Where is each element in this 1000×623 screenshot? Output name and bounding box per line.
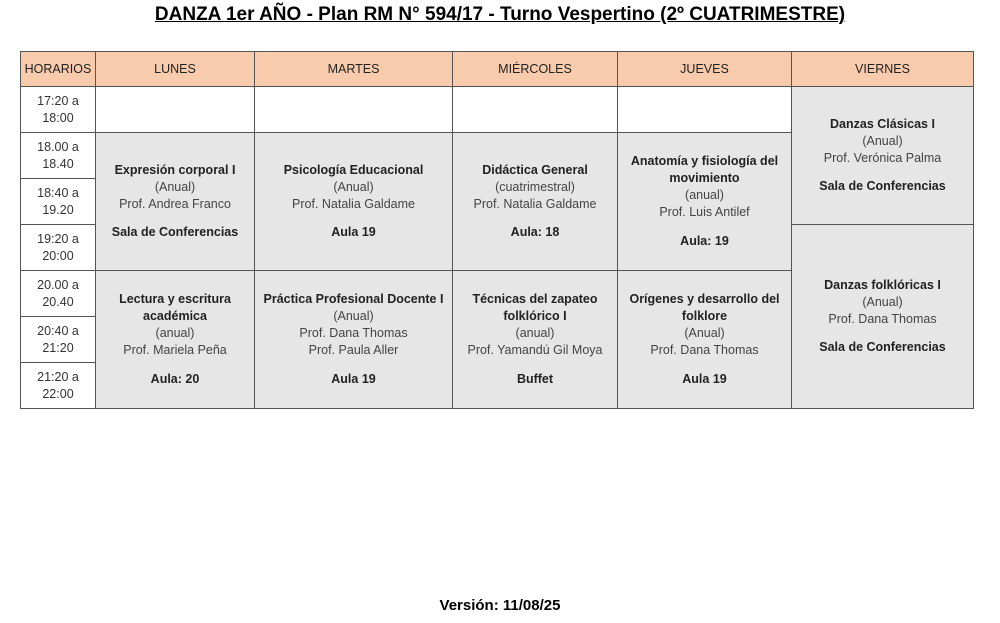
hour-cell: 20.00 a 20.40 bbox=[21, 271, 96, 317]
subject-name: Técnicas del zapateo folklórico I bbox=[472, 292, 598, 324]
empty-cell bbox=[618, 87, 792, 133]
class-cell-jueves-2 bbox=[618, 271, 792, 409]
room-label: Aula 19 bbox=[331, 371, 376, 386]
hour-cell: 19:20 a 20:00 bbox=[21, 225, 96, 271]
header-row bbox=[21, 52, 974, 87]
header-jueves: JUEVES bbox=[618, 52, 792, 87]
subject-mode: (Anual) bbox=[154, 179, 196, 194]
class-cell-jueves-1 bbox=[618, 133, 792, 271]
room-label: Buffet bbox=[516, 371, 554, 386]
class-cell-viernes-clasicas bbox=[792, 87, 974, 225]
professor-name: Prof. Dana Thomas bbox=[650, 342, 759, 357]
professor-name: Prof. Luis Antilef bbox=[659, 204, 750, 219]
subject-name: Expresión corporal I bbox=[114, 162, 236, 177]
header-lunes: LUNES bbox=[96, 52, 255, 87]
subject-name: Danzas folklóricas I bbox=[824, 277, 941, 292]
class-cell-miercoles-2 bbox=[453, 271, 618, 409]
version-label: Versión: 11/08/25 bbox=[439, 597, 561, 614]
subject-mode: (Anual) bbox=[333, 309, 374, 324]
room-label: Aula: 18 bbox=[510, 225, 560, 240]
room-label: Sala de Conferencias bbox=[111, 225, 239, 240]
hour-cell: 20:40 a 21:20 bbox=[21, 317, 96, 363]
hour-cell: 18:40 a 19.20 bbox=[21, 179, 96, 225]
empty-cell bbox=[96, 87, 255, 133]
room-label: Aula: 19 bbox=[680, 233, 729, 248]
room-label: Aula: 20 bbox=[150, 371, 200, 386]
subject-mode: (Anual) bbox=[862, 133, 903, 148]
subject-mode: (anual) bbox=[155, 326, 195, 341]
header-miercoles: MIÉRCOLES bbox=[453, 52, 618, 87]
hour-cell: 17:20 a 18:00 bbox=[21, 87, 96, 133]
page-title: DANZA 1er AÑO - Plan RM N° 594/17 - Turno Vespertino (2º CUATRIMESTRE) bbox=[154, 4, 846, 25]
room-label: Aula 19 bbox=[331, 225, 376, 240]
professor-name: Prof. Dana Thomas bbox=[828, 311, 937, 326]
professor-name-2: Prof. Paula Aller bbox=[308, 342, 399, 357]
class-cell-miercoles-1 bbox=[453, 133, 618, 271]
empty-cell bbox=[453, 87, 618, 133]
subject-name: Anatomía y fisiología del movimiento bbox=[630, 154, 779, 186]
table-row bbox=[21, 87, 974, 133]
room-label: Sala de Conferencias bbox=[819, 340, 946, 355]
class-cell-martes-1 bbox=[255, 133, 453, 271]
professor-name: Prof. Dana Thomas bbox=[299, 326, 408, 341]
header-viernes: VIERNES bbox=[792, 52, 974, 87]
class-cell-martes-2 bbox=[255, 271, 453, 409]
class-cell-viernes-folkloricas bbox=[792, 225, 974, 409]
professor-name: Prof. Natalia Galdame bbox=[292, 196, 415, 211]
subject-mode: (Anual) bbox=[333, 179, 374, 194]
class-cell-lunes-1 bbox=[96, 133, 255, 271]
schedule-table bbox=[20, 51, 974, 409]
subject-name: Psicología Educacional bbox=[283, 162, 424, 177]
subject-name: Práctica Profesional Docente I bbox=[263, 292, 444, 307]
hour-cell: 18.00 a 18.40 bbox=[21, 133, 96, 179]
subject-name: Didáctica General bbox=[482, 162, 588, 177]
subject-mode: (Anual) bbox=[862, 294, 903, 309]
subject-name: Lectura y escritura académica bbox=[119, 292, 231, 324]
subject-mode: (anual) bbox=[515, 326, 555, 341]
header-martes: MARTES bbox=[255, 52, 453, 87]
subject-mode: (anual) bbox=[685, 188, 724, 203]
header-horarios: HORARIOS bbox=[21, 52, 96, 87]
professor-name: Prof. Andrea Franco bbox=[119, 196, 231, 211]
subject-mode: (cuatrimestral) bbox=[495, 179, 575, 194]
professor-name: Prof. Verónica Palma bbox=[823, 150, 942, 165]
empty-cell bbox=[255, 87, 453, 133]
subject-name: Orígenes y desarrollo del folklore bbox=[629, 292, 780, 324]
subject-name: Danzas Clásicas I bbox=[830, 116, 935, 131]
class-cell-lunes-2 bbox=[96, 271, 255, 409]
professor-name: Prof. Natalia Galdame bbox=[473, 196, 597, 211]
professor-name: Prof. Yamandú Gil Moya bbox=[467, 342, 603, 357]
room-label: Sala de Conferencias bbox=[819, 179, 946, 194]
subject-mode: (Anual) bbox=[684, 326, 725, 341]
hour-cell: 21:20 a 22:00 bbox=[21, 363, 96, 409]
room-label: Aula 19 bbox=[682, 371, 727, 386]
professor-name: Prof. Mariela Peña bbox=[123, 342, 227, 357]
